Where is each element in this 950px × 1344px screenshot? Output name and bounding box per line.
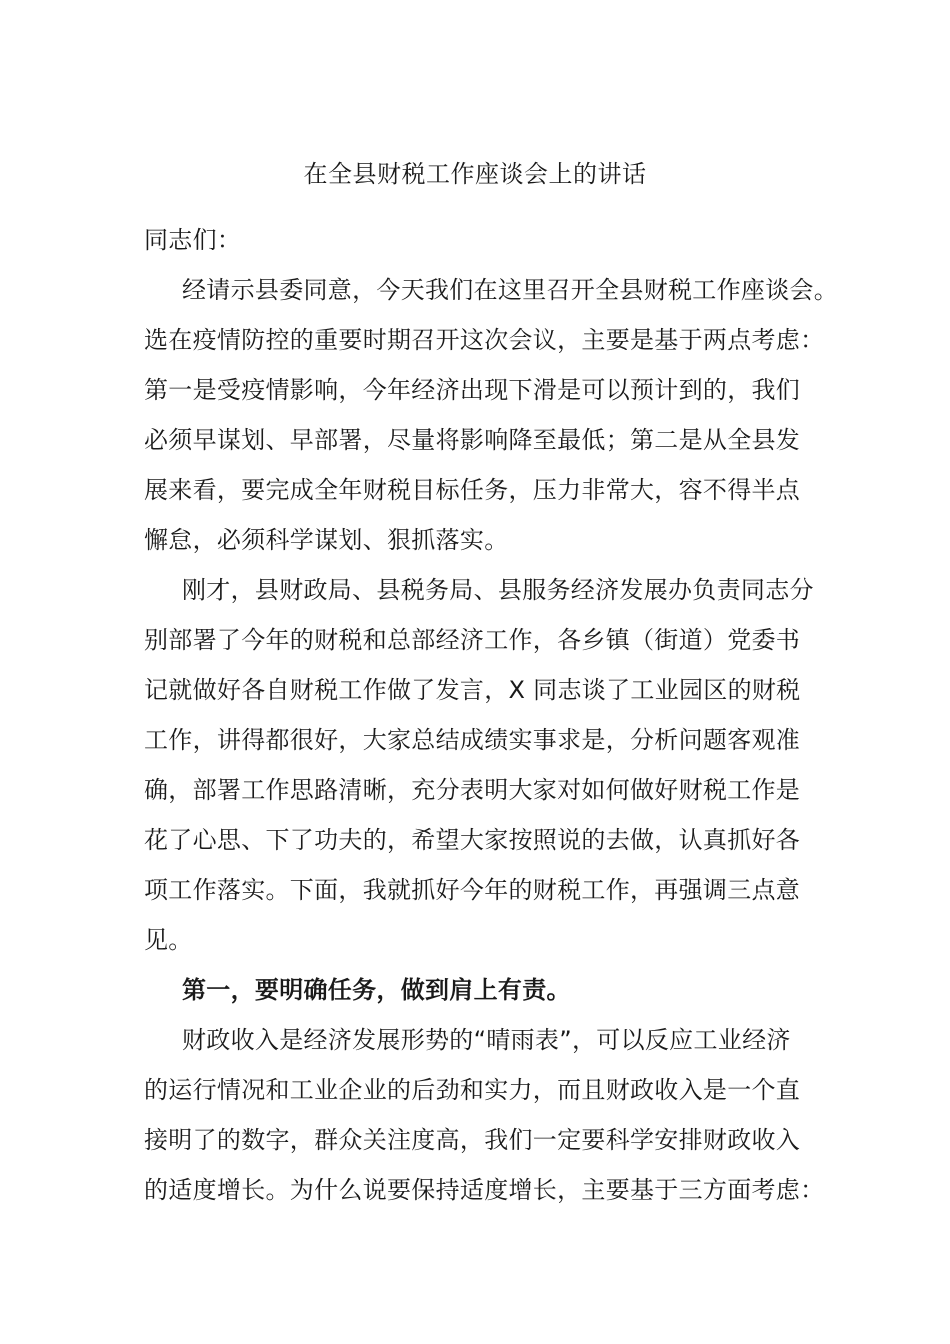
paragraph-line: 第一是受疫情影响，今年经济出现下滑是可以预计到的，我们: [144, 376, 801, 404]
paragraph-line: 见。: [144, 926, 193, 954]
paragraph-line: 经请示县委同意，今天我们在这里召开全县财税工作座谈会。: [182, 276, 839, 304]
salutation: 同志们：: [144, 226, 242, 254]
paragraph-line: 的运行情况和工业企业的后劲和实力，而且财政收入是一个直: [144, 1076, 801, 1104]
paragraph-line: 懈怠，必须科学谋划、狠抓落实。: [144, 526, 509, 554]
paragraph-line: 花了心思、下了功夫的，希望大家按照说的去做，认真抓好各: [144, 826, 801, 854]
paragraph-line: 刚才，县财政局、县税务局、县服务经济发展办负责同志分: [182, 576, 814, 604]
paragraph-line: 别部署了今年的财税和总部经济工作，各乡镇（街道）党委书: [144, 626, 801, 654]
paragraph-line: 工作，讲得都很好，大家总结成绩实事求是，分析问题客观准: [144, 726, 801, 754]
paragraph-line: 财政收入是经济发展形势的“晴雨表”，可以反应工业经济: [182, 1026, 791, 1054]
paragraph-line: 必须早谋划、早部署，尽量将影响降至最低；第二是从全县发: [144, 426, 801, 454]
paragraph-line: 选在疫情防控的重要时期召开这次会议，主要是基于两点考虑：: [144, 326, 825, 354]
section-heading: 第一，要明确任务，做到肩上有责。: [182, 976, 571, 1004]
paragraph-line: 确，部署工作思路清晰，充分表明大家对如何做好财税工作是: [144, 776, 801, 804]
document-title: 在全县财税工作座谈会上的讲话: [303, 160, 647, 188]
paragraph-line: 接明了的数字，群众关注度高，我们一定要科学安排财政收入: [144, 1126, 801, 1154]
paragraph-line: 的适度增长。为什么说要保持适度增长，主要基于三方面考虑：: [144, 1176, 825, 1204]
paragraph-line: 项工作落实。下面，我就抓好今年的财税工作，再强调三点意: [144, 876, 801, 904]
paragraph-line: 记就做好各自财税工作做了发言，X 同志谈了工业园区的财税: [144, 676, 801, 704]
paragraph-line: 展来看，要完成全年财税目标任务，压力非常大，容不得半点: [144, 476, 801, 504]
